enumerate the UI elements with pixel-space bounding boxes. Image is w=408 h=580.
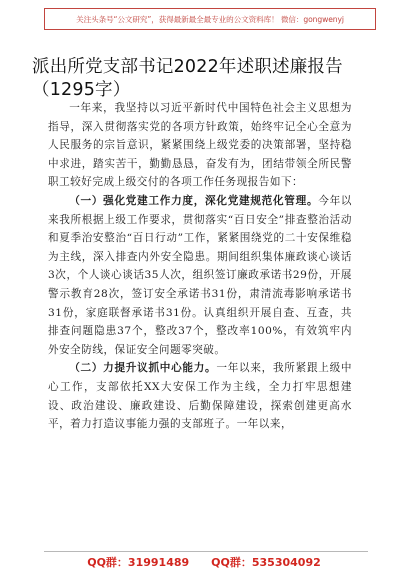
promo-banner-text: 关注头条号“公文研究”，获得最新最全最专业的公文资料库！ 微信：gongwenyj bbox=[76, 14, 344, 24]
paragraph-section-2 bbox=[48, 359, 352, 433]
paragraph-section-1 bbox=[48, 192, 352, 359]
document-body bbox=[48, 99, 352, 434]
document-title: 派出所党支部书记2022年述职述廉报告（1295字） bbox=[32, 57, 343, 100]
promo-banner bbox=[44, 8, 376, 30]
footer-divider bbox=[44, 551, 368, 552]
section-1-text: 今年以来我所根据上级工作要求，贯彻落实“百日安全”排查整治活动和夏季治安整治“百日行动”工作，紧紧围绕党的二十安保维稳为主线，深入排查内外安全隐患。期间组织集体廉政谈心谈话3次，个人谈心谈话35人次，组织签订廉政承诺书29份，开展警示教育28次，签订安全承诺书31份，肃清流毒影响承诺书31份，家庭联督承诺书31份。认真组织开展自查、互查，共排查问题隐患37个，整改37个，整改率100%，有效筑牢内外安全防线，保证安全问题零突破。 bbox=[48, 194, 353, 356]
qq-group-1: QQ群：31991489 bbox=[87, 556, 190, 569]
footer bbox=[0, 554, 408, 570]
section-2-text: 一年以来，我所紧跟上级中心工作，支部依托XX大安保工作为主线，全力打牢思想建设、政治建设、廉政建设、后勤保障建设，探索创建更高水平，着力打造议事能力强的支部班子。一年以来， bbox=[48, 362, 353, 431]
paragraph-intro bbox=[48, 99, 352, 192]
section-1-heading: （一）强化党建工作力度，深化党建规范化管理。 bbox=[69, 194, 319, 207]
paragraph-text: 一年来，我坚持以习近平新时代中国特色社会主义思想为指导，深入贯彻落实党的各项方针政策，始终牢记全心全意为人民服务的宗旨意识，紧紧围绕上级党委的决策部署，坚持稳中求进，踏实苦干，勤勤恳恳，奋发有为，团结带领全所民警职工较好完成上级交付的各项工作任务现报告如下： bbox=[48, 102, 352, 189]
section-2-heading: （二）力提升议抓中心能力。 bbox=[69, 362, 217, 375]
qq-group-2: QQ群：535304092 bbox=[211, 556, 321, 569]
